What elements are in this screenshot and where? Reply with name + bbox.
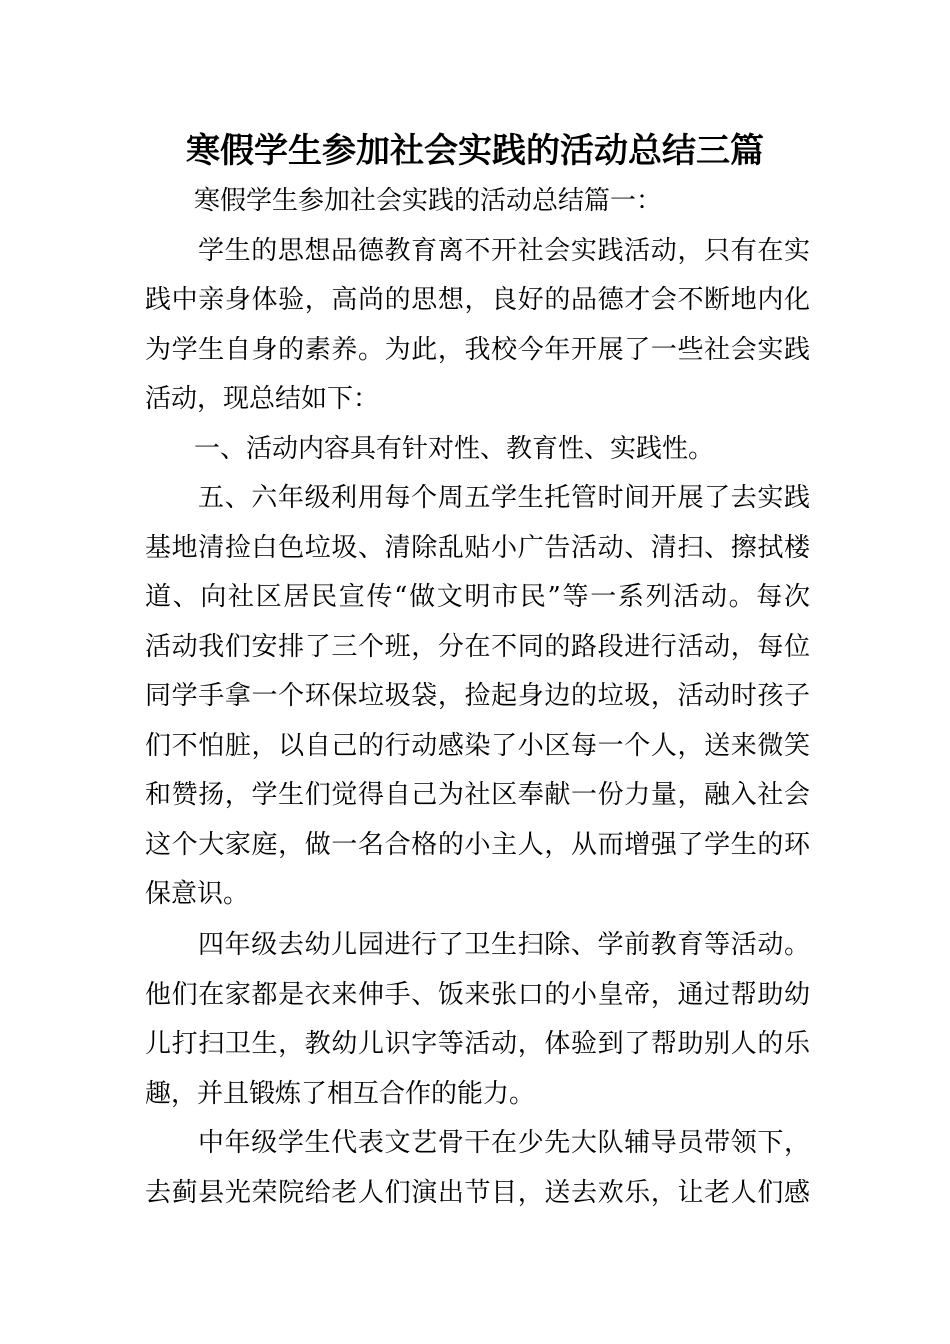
paragraph-line: 们不怕脏，以自己的行动感染了小区每一个人，送来微笑 — [145, 731, 810, 761]
subheading: 一、活动内容具有针对性、教育性、实践性。 — [194, 434, 715, 464]
paragraph-line: 学生的思想品德教育离不开社会实践活动，只有在实 — [198, 236, 810, 266]
paragraph-line: 四年级去幼儿园进行了卫生扫除、学前教育等活动。 — [198, 930, 810, 960]
paragraph-line: 中年级学生代表文艺骨干在少先大队辅导员带领下， — [198, 1128, 810, 1158]
paragraph-line: 为学生自身的素养。为此，我校今年开展了一些社会实践 — [145, 335, 810, 365]
paragraph-line: 践中亲身体验，高尚的思想，良好的品德才会不断地内化 — [145, 285, 810, 315]
paragraph-line: 趣，并且锻炼了相互合作的能力。 — [145, 1079, 536, 1109]
section-heading: 寒假学生参加社会实践的活动总结篇一： — [194, 186, 663, 216]
paragraph-line: 道、向社区居民宣传“做文明市民”等一系列活动。每次 — [145, 582, 810, 612]
paragraph-line: 儿打扫卫生，教幼儿识字等活动，体验到了帮助别人的乐 — [145, 1029, 810, 1059]
paragraph-line: 去蓟县光荣院给老人们演出节目，送去欢乐，让老人们感 — [145, 1178, 810, 1208]
paragraph-line: 这个大家庭，做一名合格的小主人，从而增强了学生的环 — [145, 830, 810, 860]
paragraph-line: 他们在家都是衣来伸手、饭来张口的小皇帝，通过帮助幼 — [145, 980, 810, 1010]
paragraph-line: 活动，现总结如下： — [145, 384, 380, 414]
paragraph-line: 基地清捡白色垃圾、清除乱贴小广告活动、清扫、擦拭楼 — [145, 533, 810, 563]
paragraph-line: 活动我们安排了三个班，分在不同的路段进行活动，每位 — [145, 632, 810, 662]
paragraph-line: 和赞扬，学生们觉得自己为社区奉献一份力量，融入社会 — [145, 780, 810, 810]
document-title: 寒假学生参加社会实践的活动总结三篇 — [186, 131, 764, 171]
paragraph-line: 五、六年级利用每个周五学生托管时间开展了去实践 — [198, 483, 810, 513]
paragraph-line: 保意识。 — [145, 879, 250, 909]
paragraph-line: 同学手拿一个环保垃圾袋，捡起身边的垃圾，活动时孩子 — [145, 681, 810, 711]
